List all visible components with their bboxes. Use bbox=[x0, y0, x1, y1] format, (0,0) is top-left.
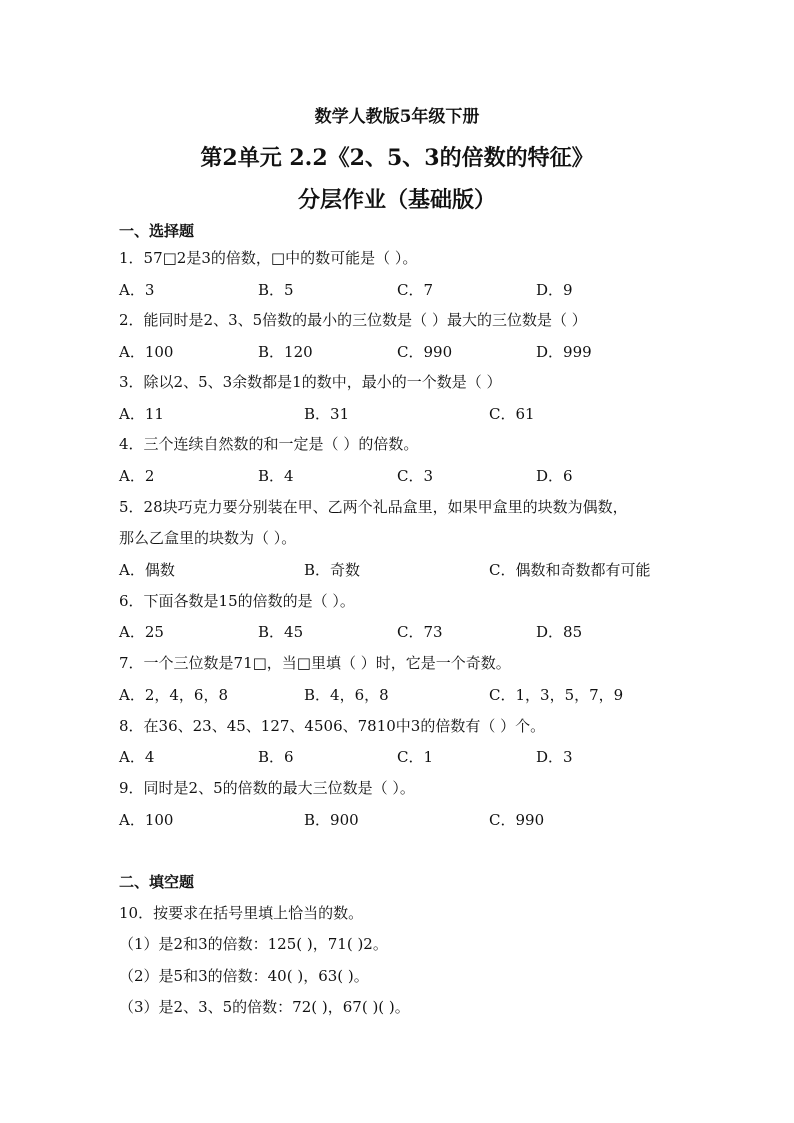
q9-option-c: C．990 bbox=[489, 811, 545, 829]
section-heading-fill: 二、填空题 bbox=[119, 873, 195, 891]
question-10: 10．按要求在括号里填上恰当的数。 bbox=[119, 904, 364, 922]
q1-option-a: A．3 bbox=[119, 281, 155, 299]
q2-option-b: B．120 bbox=[258, 343, 313, 361]
q1-option-b: B．5 bbox=[258, 281, 294, 299]
q7-option-b: B．4，6，8 bbox=[304, 686, 389, 704]
q6-option-d: D．85 bbox=[536, 623, 583, 641]
q6-option-b: B．45 bbox=[258, 623, 304, 641]
q5-option-c: C．偶数和奇数都有可能 bbox=[489, 561, 651, 579]
question-5: 5．28块巧克力要分别装在甲、乙两个礼品盒里，如果甲盒里的块数为偶数， bbox=[119, 498, 628, 516]
q1-option-c: C．7 bbox=[397, 281, 434, 299]
textbook-title: 数学人教版5年级下册 bbox=[314, 107, 480, 127]
q8-option-b: B．6 bbox=[258, 748, 294, 766]
q9-option-b: B．900 bbox=[304, 811, 359, 829]
q8-option-a: A．4 bbox=[119, 748, 155, 766]
q5-option-a: A．偶数 bbox=[119, 561, 175, 579]
q1-option-d: D．9 bbox=[536, 281, 573, 299]
question-10-part-3: （3）是2、3、5的倍数：72( )，67( )( )。 bbox=[119, 998, 410, 1016]
q5-option-b: B．奇数 bbox=[304, 561, 361, 579]
q2-option-c: C．990 bbox=[397, 343, 453, 361]
question-6: 6．下面各数是15的倍数的是（ ）。 bbox=[119, 592, 355, 610]
question-9: 9．同时是2、5的倍数的最大三位数是（ ）。 bbox=[119, 779, 415, 797]
question-10-part-1: （1）是2和3的倍数：125( )，71( )2。 bbox=[119, 935, 388, 953]
question-3: 3．除以2、5、3余数都是1的数中，最小的一个数是（ ） bbox=[119, 373, 502, 391]
question-10-part-2: （2）是5和3的倍数：40( )，63( )。 bbox=[119, 967, 369, 985]
q7-option-a: A．2，4，6，8 bbox=[119, 686, 229, 704]
question-4: 4．三个连续自然数的和一定是（ ）的倍数。 bbox=[119, 435, 419, 453]
q4-option-a: A．2 bbox=[119, 467, 155, 485]
question-5-continued: 那么乙盒里的块数为（ ）。 bbox=[119, 529, 297, 547]
q6-option-a: A．25 bbox=[119, 623, 164, 641]
q6-option-c: C．73 bbox=[397, 623, 443, 641]
q4-option-b: B．4 bbox=[258, 467, 294, 485]
q2-option-a: A．100 bbox=[119, 343, 174, 361]
question-1: 1．57□2是3的倍数，□中的数可能是（ ）。 bbox=[119, 249, 418, 267]
q4-option-c: C．3 bbox=[397, 467, 434, 485]
section-heading-choice: 一、选择题 bbox=[119, 222, 195, 240]
q4-option-d: D．6 bbox=[536, 467, 573, 485]
worksheet-title: 分层作业（基础版） bbox=[297, 187, 496, 213]
q2-option-d: D．999 bbox=[536, 343, 592, 361]
q9-option-a: A．100 bbox=[119, 811, 174, 829]
q8-option-c: C．1 bbox=[397, 748, 434, 766]
question-8: 8．在36、23、45、127、4506、7810中3的倍数有（ ）个。 bbox=[119, 717, 546, 735]
unit-title: 第2单元 2.2《2、5、3的倍数的特征》 bbox=[200, 145, 594, 171]
q3-option-b: B．31 bbox=[304, 405, 350, 423]
question-2: 2．能同时是2、3、5倍数的最小的三位数是（ ）最大的三位数是（ ） bbox=[119, 311, 587, 329]
q8-option-d: D．3 bbox=[536, 748, 573, 766]
question-7: 7．一个三位数是71□，当□里填（ ）时，它是一个奇数。 bbox=[119, 654, 511, 672]
q3-option-c: C．61 bbox=[489, 405, 535, 423]
q7-option-c: C．1，3，5，7，9 bbox=[489, 686, 624, 704]
q3-option-a: A．11 bbox=[119, 405, 164, 423]
